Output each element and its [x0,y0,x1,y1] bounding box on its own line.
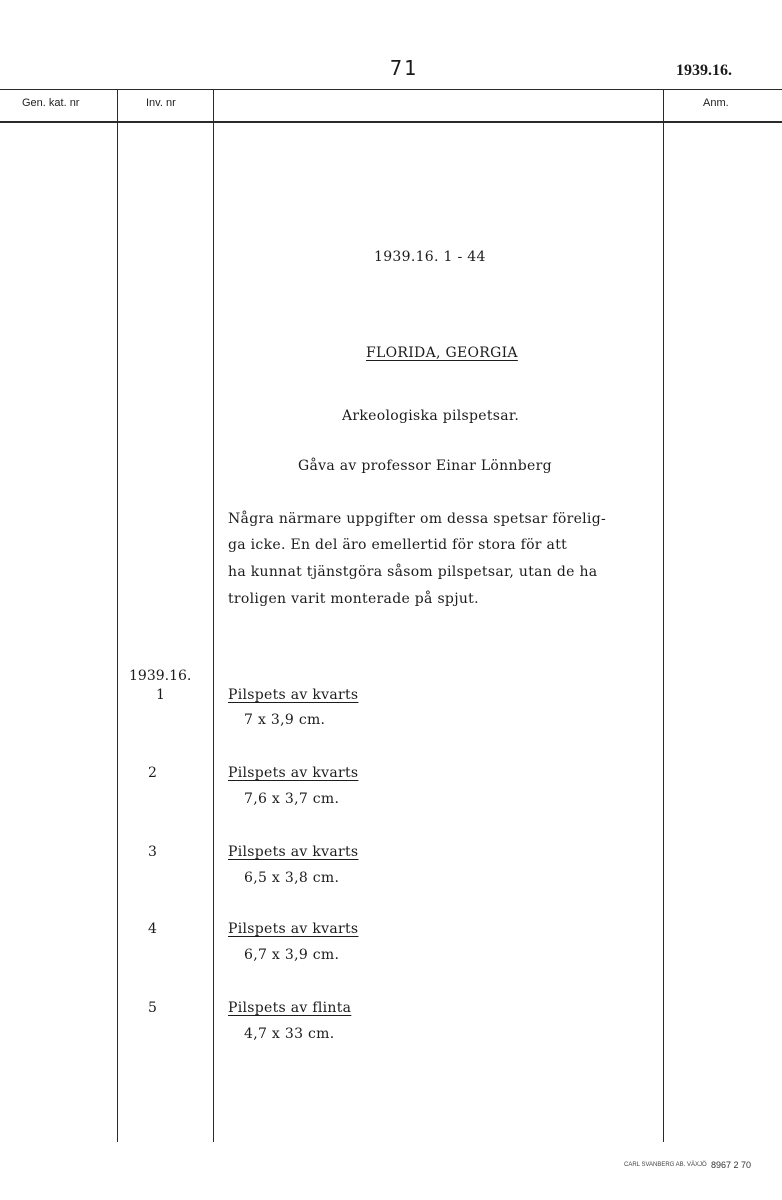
inventory-number: 4 [148,921,157,937]
item-size: 7 x 3,9 cm. [244,712,326,728]
collection-donor: Gåva av professor Einar Lönnberg [298,458,552,474]
note-line: ha kunnat tjänstgöra såsom pilspetsar, utan de ha [228,564,598,580]
column-header-inv: Inv. nr [146,97,176,109]
column-header-gen-kat: Gen. kat. nr [22,97,80,109]
collection-range: 1939.16. 1 - 44 [374,249,486,265]
collection-place: FLORIDA, GEORGIA [366,345,518,361]
page-number: 71 [390,56,419,80]
catalog-reference: 1939.16. [676,62,732,79]
column-header-anm: Anm. [703,97,729,109]
inventory-number: 3 [148,844,157,860]
item-title: Pilspets av kvarts [228,844,359,860]
item-size: 6,5 x 3,8 cm. [244,870,340,886]
column-divider-main-anm [663,89,664,1142]
item-size: 4,7 x 33 cm. [244,1026,335,1042]
note-line: Några närmare uppgifter om dessa spetsar förelig- [228,511,607,527]
form-code: 8967 2 70 [711,1160,752,1170]
column-divider-inv-main [213,89,214,1142]
inventory-number: 5 [148,1000,157,1016]
item-title: Pilspets av kvarts [228,921,359,937]
item-size: 6,7 x 3,9 cm. [244,947,340,963]
printer-imprint: CARL SVANBERG AB. VÄXJÖ [624,1162,707,1168]
collection-subject: Arkeologiska pilspetsar. [342,408,520,424]
item-title: Pilspets av flinta [228,1000,352,1016]
inventory-number: 2 [148,765,157,781]
inventory-prefix: 1939.16. [129,668,192,684]
item-title: Pilspets av kvarts [228,687,359,703]
item-title: Pilspets av kvarts [228,765,359,781]
inventory-number: 1 [156,687,165,703]
note-line: ga icke. En del äro emellertid för stora för att [228,537,568,553]
note-line: troligen varit monterade på spjut. [228,591,479,607]
column-divider-gen-inv [117,89,118,1142]
item-size: 7,6 x 3,7 cm. [244,791,340,807]
